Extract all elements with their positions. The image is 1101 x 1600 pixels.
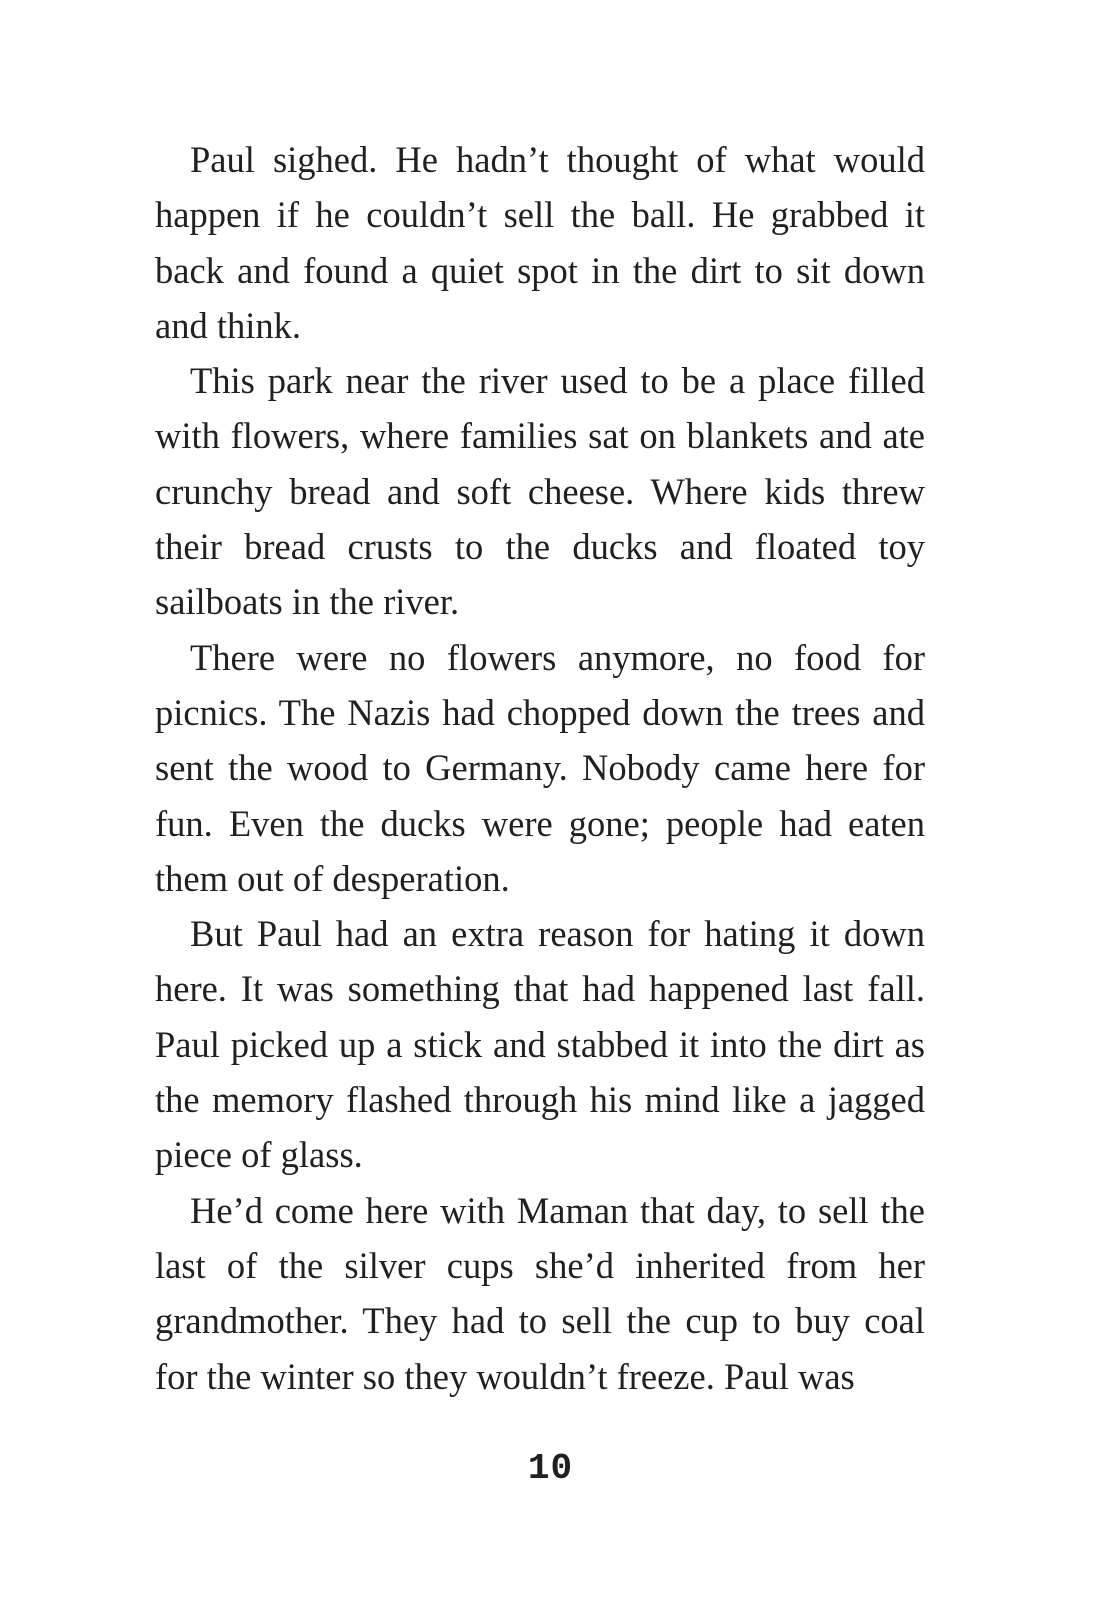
page-number: 10 [527,1448,574,1489]
paragraph-1: Paul sighed. He hadn’t thought of what would happen if he couldn’t sell the ball. He grabbed it back and found a quiet spot in the dirt to sit down and think. [155,139,925,346]
paragraph-5: He’d come here with Maman that day, to sell the last of the silver cups she’d inherited from her grandmother. They had to sell the cup to buy coal for the winter so they wouldn’t freeze. Paul was [155,1189,925,1397]
paragraph-4: But Paul had an extra reason for hating it down here. It was something that had happened last fall. Paul picked up a stick and stabbed it into the dirt as the memory flashed through his mind like a jagged piece of glass. [155,913,925,1176]
paragraph-3: There were no flowers anymore, no food for picnics. The Nazis had chopped down the trees and sent the wood to Germany. Nobody came here for fun. Even the ducks were gone; people had eaten them out of desperation. [155,636,925,899]
body-text [155,132,925,1404]
paragraph-2: This park near the river used to be a place filled with flowers, where families sat on blankets and ate crunchy bread and soft cheese. Where kids threw their bread crusts to the ducks and floated toy sailboats in the river. [155,360,925,623]
